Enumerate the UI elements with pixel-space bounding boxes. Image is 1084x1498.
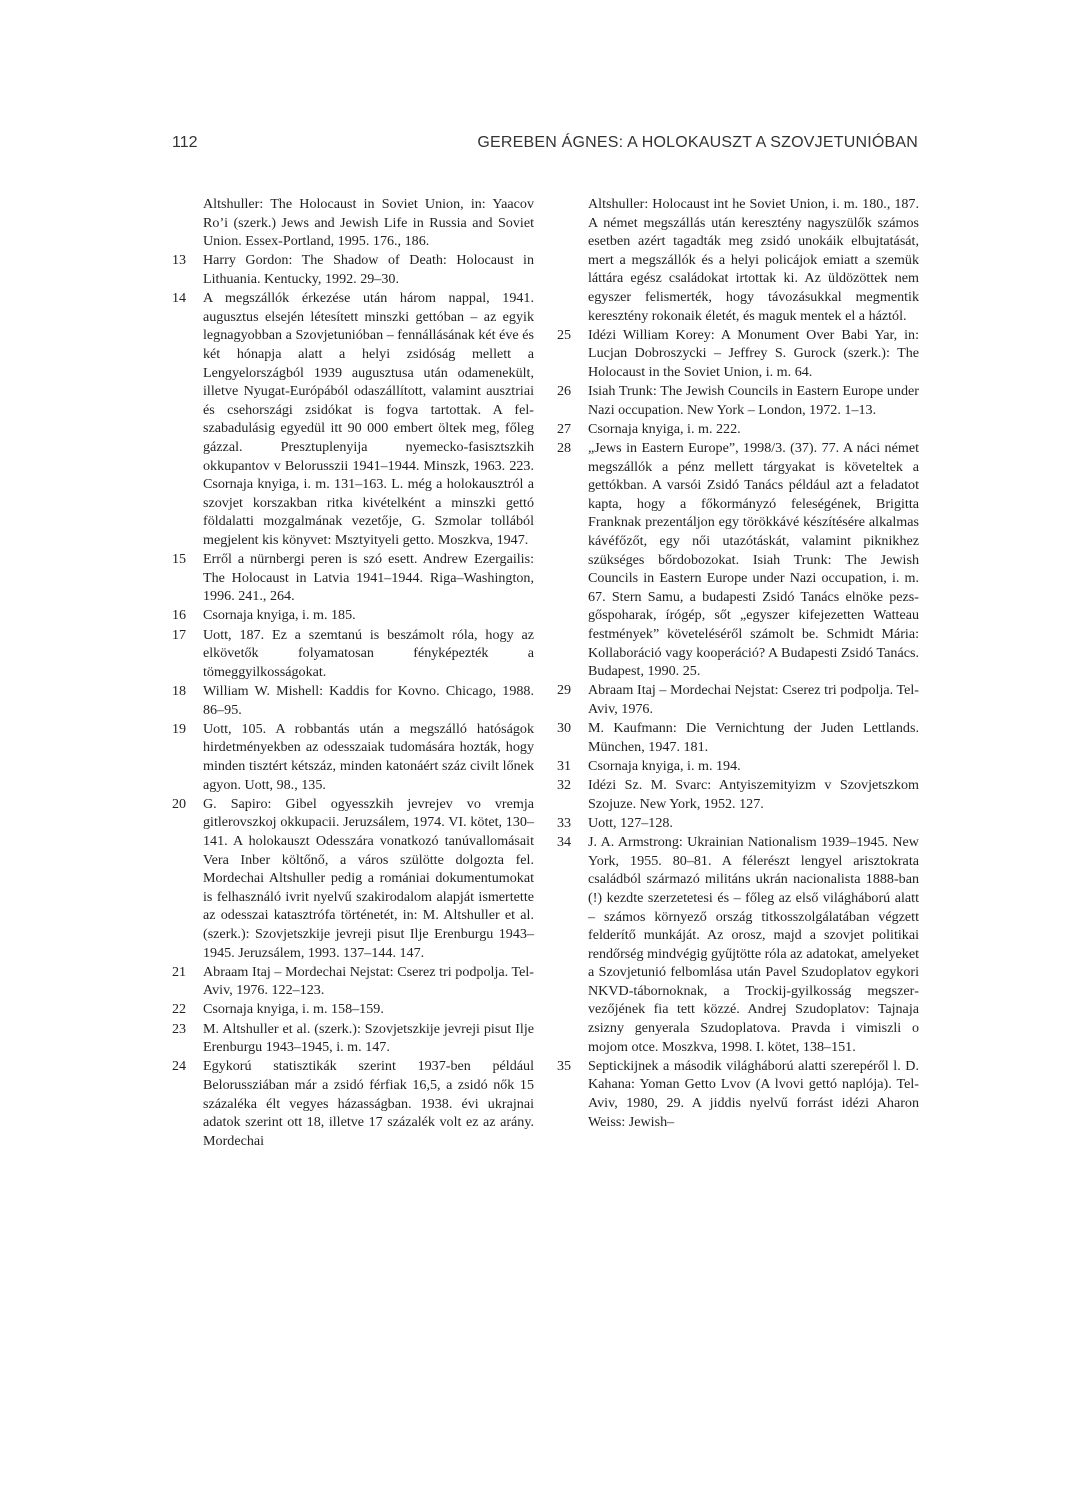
footnote-number: 33 — [557, 814, 572, 831]
footnotes-left-column — [172, 195, 534, 1151]
footnote-text: Isiah Trunk: The Jewish Councils in Eastern Europe under Nazi occupation. New York – London, 1972. 1–13. — [588, 383, 919, 418]
footnote-text: M. Altshuller et al. (szerk.): Szovjetszkije jevreji pisut Ilje Erenburgu 1943–1945, i. m. 147. — [203, 1020, 534, 1056]
footnote-text: J. A. Armstrong: Ukrainian Nationalism 1939–1945. New York, 1955. 80–81. A félerészt lengyel arisztokrata családból származó militáns ukrán nacionalista 1888-ban (!) kezdte szerzetetesi és – főleg az első világháború alatt – számos környező ország titkosszolgálatában végzett felderítő munkáját. Az orosz, majd a szovjet politikai rendőrség mindvégig gyűjtötte róla az adatokat, amelyeket a Szovjetunió felbomlása után Pavel Szudoplatov egykori NKVD-tábornoknak, a Trockij-gyilkosság megszervezőjének fia tett közzé. Andrej Szudoplatov: Tajnaja zsizny genyerala Szudoplatova. Pravda i vimiszli o mojom otce. Moszkva, 1998. I. kötet, 138–151. — [588, 834, 919, 1055]
running-head: GEREBEN ÁGNES: A HOLOKAUSZT A SZOVJETUNIÓBAN — [477, 134, 918, 151]
footnote-number: 29 — [557, 682, 572, 699]
footnote — [172, 251, 534, 288]
footnote — [172, 1057, 534, 1150]
footnote-number: 14 — [172, 290, 187, 307]
footnote-number: 23 — [172, 1020, 187, 1037]
footnote-text: A megszállók érkezése után három nappal, 1941. augusztus elsején létesített minszki gettóban – az egyik legnagyobban a Szovjetunióban – fennállásának két éve és két hónapja alatt a helyi zsidóság mellett a Lengyelországból 1939 augusztusa után odamenekült, illetve Nyugat-Európából odaszállított, valamint ausztriai és csehországi zsidókat is fogva tartottak. A felszabadulásig egyedül itt 90 000 embert öltek meg, főleg gázzal. Presztuplenyija nyemecko-fasisztszkih okkupantov v Belorusszii 1941–1944. Minszk, 1963. 223. Csornaja knyiga, i. m. 131–163. L. még a holokausztról a szovjet korszakban ritka kivételként a minszki gettó földalatti mozgalmának vezetője, G. Szmolar tollából megjelent kis könyvet: Msztyityeli getto. Moszkva, 1947. — [203, 290, 534, 548]
footnote — [172, 550, 534, 606]
footnote-text: William W. Mishell: Kaddis for Kovno. Chicago, 1988. 86–95. — [203, 683, 534, 718]
footnote-number: 25 — [557, 326, 572, 343]
footnote-text: „Jews in Eastern Europe”, 1998/3. (37). 77. A náci német megszállók a pénz mellett tárgyakat is követeltek a gettókban. A varsói Zsidó Tanács például azt a feladatot kapta, hogy a főkormányzó feleségének, Brigitta Franknak prezentáljon egy törökkávé készítésére alkalmas kávéfőzőt, egy női utazótáskát, valamint piknikhez szükséges bőrdobozokat. Isiah Trunk: The Jewish Councils in Eastern Europe under Nazi occupation, i. m. 67. Stern Samu, a budapesti Zsidó Tanács elnöke pezsgőspoharak, írógép, sőt „egyszer kifejezetten Watteau festmények” követeléséről számolt be. Schmidt Mária: Kollaboráció vagy kooperáció? A Budapesti Zsidó Tanács. Budapest, 1990. 25. — [588, 440, 919, 680]
footnote-number: 17 — [172, 626, 187, 643]
footnote-number: 13 — [172, 252, 187, 269]
footnote — [172, 289, 534, 549]
footnote — [172, 626, 534, 682]
footnote-number: 27 — [557, 420, 572, 437]
footnote-text: Uott, 105. A robbantás után a megszálló hatóságok hirdetményekben az odesszaiak tudomására hozták, hogy minden tisztért kétszáz, minden katonáért száz civilt lőnek agyon. Uott, 98., 135. — [203, 720, 534, 793]
footnote-text: Csornaja knyiga, i. m. 222. — [588, 420, 741, 437]
footnote-number: 21 — [172, 963, 187, 980]
footnote-number: 16 — [172, 607, 187, 624]
footnote-number: 35 — [557, 1057, 572, 1074]
footnote-number: 20 — [172, 795, 187, 812]
footnote — [557, 719, 919, 756]
footnote-text: Idézi Sz. M. Svarc: Antyiszemityizm v Szovjetszkom Szojuze. New York, 1952. 127. — [588, 777, 919, 812]
footnote-text: Egykorú statisztikák szerint 1937-ben például Belorussziában már a zsidó férfiak 16,5, a zsidó nők 15 százaléka élt vegyes házasságban. 1938. évi ukrajnai adatok szerint ott 18, illetve 17 százalék volt ez az arány. Mordechai — [203, 1058, 534, 1149]
footnote — [557, 776, 919, 813]
footnote — [557, 833, 919, 1056]
footnote — [557, 420, 919, 439]
footnote-text: Idézi William Korey: A Monument Over Babi Yar, in: Lucjan Dobroszycki – Jeffrey S. Gurock (szerk.): The Holocaust in the Soviet Union, i. m. 64. — [588, 326, 919, 380]
footnote — [557, 326, 919, 382]
footnote — [172, 795, 534, 962]
footnote — [172, 1020, 534, 1057]
footnote-number: 34 — [557, 834, 572, 851]
footnote-number: 28 — [557, 440, 572, 457]
footnote-text: Altshuller: Holocaust int he Soviet Union, i. m. 180., 187. A német megszállás után keresztény nagyszülők számos esetben azért tagadták meg zsidó unokáik elbujtatását, mert a megszállók és a helyi policájok emiatt a szemük láttára egész családokat irtottak ki. Az üldözöttek nem egyszer felismerték, hogy távozásukkal megmentik keresztény rokonaik életét, és maguk mentek el a háztól. — [588, 196, 919, 324]
footnote-text: Erről a nürnbergi peren is szó esett. Andrew Ezergailis: The Holocaust in Latvia 1941–1944. Riga–Washington, 1996. 241., 264. — [203, 551, 534, 605]
footnote — [557, 382, 919, 419]
footnote — [557, 439, 919, 681]
footnote-text: Harry Gordon: The Shadow of Death: Holocaust in Lithuania. Kentucky, 1992. 29–30. — [203, 252, 534, 287]
footnote — [172, 963, 534, 1000]
footnote — [557, 757, 919, 776]
footnote — [172, 195, 534, 251]
footnote-number: 32 — [557, 777, 572, 794]
footnote-text: Septickijnek a második világháború alatti szerepéről l. D. Kahana: Yoman Getto Lvov (A lvovi gettó naplója). Tel-Aviv, 1980, 29. A jiddis nyelvű forrást idézi Aharon Weiss: Jewish– — [588, 1057, 919, 1130]
footnote — [557, 814, 919, 833]
footnote — [557, 1057, 919, 1131]
footnote-text: G. Sapiro: Gibel ogyesszkih jevrejev vo vremja gitlerovszkoj okkupacii. Jeruzsálem, 1974. VI. kötet, 130–141. A holokauszt Odesszára vonatkozó tanúvallomásait Vera Inber költőnő, a város szülötte dolgozta fel. Mordechai Altshuller pedig a romániai dokumentumokat is felhasználó ivrit nyelvű szakirodalom alapját ismertette az odesszai katasztrófa történetét, in: M. Altshuller et al. (szerk.): Szovjetszkije jevreji pisut Ilje Erenburgu 1943–1945. Jeruzsálem, 1993. 137–144. 147. — [203, 795, 534, 961]
footnote-number: 24 — [172, 1058, 187, 1075]
footnote-number: 18 — [172, 683, 187, 699]
footnote-number: 30 — [557, 720, 572, 737]
footnote — [172, 682, 534, 719]
page-number: 112 — [172, 134, 198, 151]
footnote — [557, 195, 919, 325]
footnote-text: Abraam Itaj – Mordechai Nejstat: Cserez tri podpolja. Tel-Aviv, 1976. — [588, 682, 919, 717]
footnote-number: 26 — [557, 383, 572, 400]
footnote-text: Csornaja knyiga, i. m. 158–159. — [203, 1001, 384, 1018]
footnote-text: Abraam Itaj – Mordechai Nejstat: Cserez tri podpolja. Tel-Aviv, 1976. 122–123. — [203, 963, 534, 999]
footnote — [172, 720, 534, 794]
footnote-text: Uott, 127–128. — [588, 814, 673, 831]
footnote-text: Uott, 187. Ez a szemtanú is beszámolt róla, hogy az elkövetők folyamatosan fényképezték a tömeggyilkosságokat. — [203, 626, 534, 680]
footnote-number: 22 — [172, 1001, 187, 1018]
footnotes-right-column — [557, 195, 919, 1132]
footnote-text: Altshuller: The Holocaust in Soviet Union, in: Yaacov Ro’i (szerk.) Jews and Jewish Life in Russia and Soviet Union. Essex-Portland, 1995. 176., 186. — [203, 196, 534, 250]
footnote — [172, 1000, 534, 1019]
footnote-text: Csornaja knyiga, i. m. 185. — [203, 607, 356, 624]
footnote-number: 31 — [557, 757, 572, 774]
footnote-number: 19 — [172, 720, 187, 737]
footnote — [557, 681, 919, 718]
footnote — [172, 606, 534, 625]
footnote-text: Csornaja knyiga, i. m. 194. — [588, 757, 741, 774]
footnote-text: M. Kaufmann: Die Vernichtung der Juden Lettlands. München, 1947. 181. — [588, 720, 919, 755]
footnote-number: 15 — [172, 551, 187, 568]
